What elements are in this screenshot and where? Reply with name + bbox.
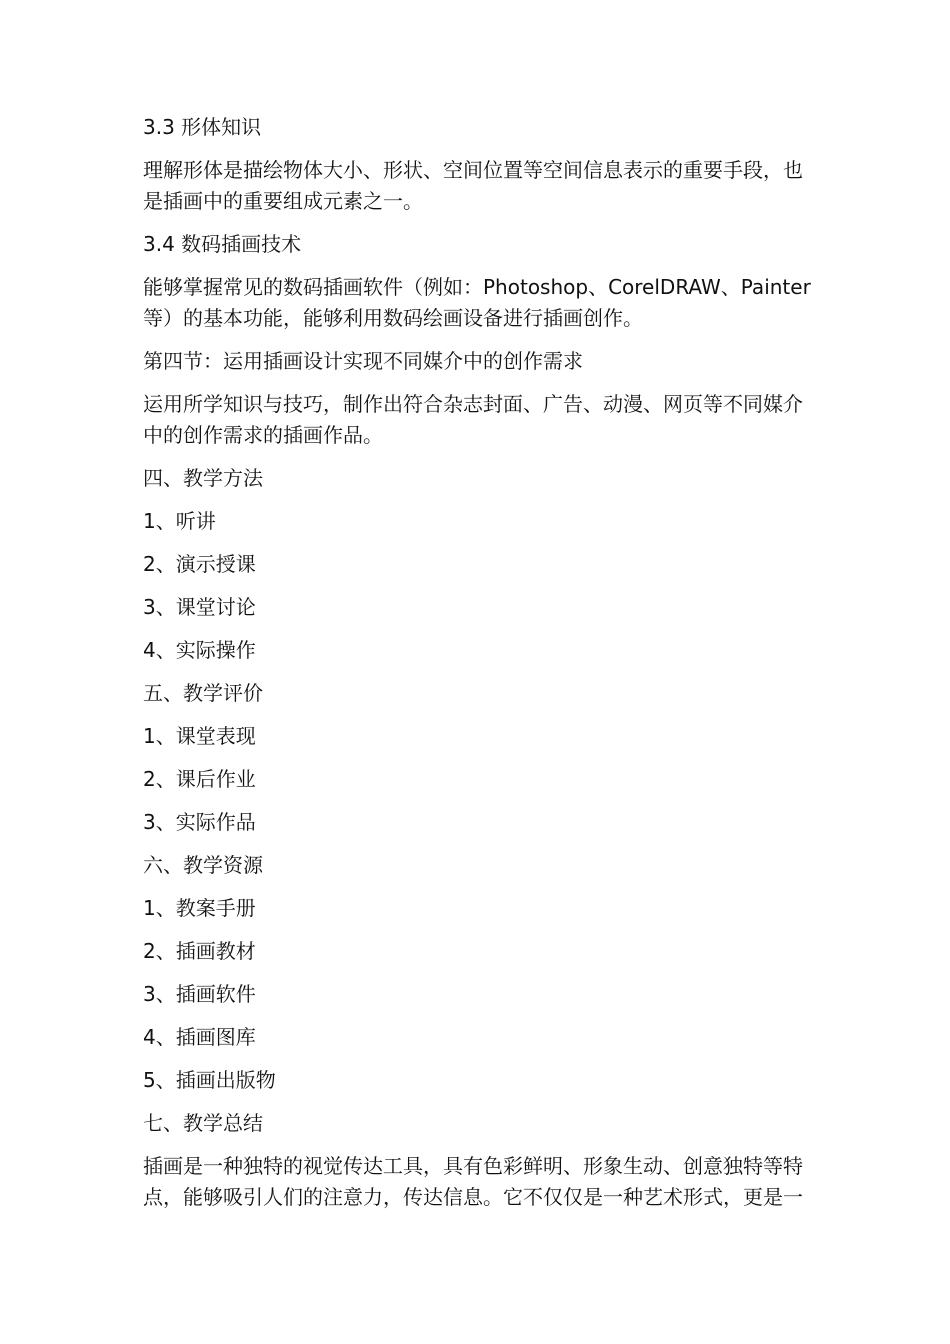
list-item xyxy=(143,549,833,580)
list-item xyxy=(143,1022,833,1053)
list-item-text: 3、课堂讨论 xyxy=(143,595,256,619)
section-paragraph-4 xyxy=(143,389,833,451)
paragraph-line: 是插画中的重要组成元素之一。 xyxy=(143,189,423,213)
list-item xyxy=(143,807,833,838)
list-item xyxy=(143,936,833,967)
paragraph-line: 能够掌握常见的数码插画软件（例如：Photoshop、CorelDRAW、Painter xyxy=(143,275,811,299)
list-item-text: 3、实际作品 xyxy=(143,810,256,834)
paragraph-line: 中的创作需求的插画作品。 xyxy=(143,423,383,447)
list-item-text: 2、课后作业 xyxy=(143,767,256,791)
section-heading-text: 3.4 数码插画技术 xyxy=(143,232,302,256)
paragraph-line: 等）的基本功能，能够利用数码绘画设备进行插画创作。 xyxy=(143,306,643,330)
teaching-methods-heading xyxy=(143,463,833,494)
section-heading-3-4 xyxy=(143,229,833,260)
paragraph-line: 插画是一种独特的视觉传达工具，具有色彩鲜明、形象生动、创意独特等特 xyxy=(143,1154,803,1178)
list-item-text: 2、演示授课 xyxy=(143,552,256,576)
section-heading-text: 六、教学资源 xyxy=(143,853,263,877)
list-item-text: 4、插画图库 xyxy=(143,1025,256,1049)
teaching-evaluation-heading xyxy=(143,678,833,709)
section-heading-text: 3.3 形体知识 xyxy=(143,115,262,139)
section-paragraph-3-3 xyxy=(143,155,833,217)
document-content xyxy=(143,112,833,1225)
list-item xyxy=(143,893,833,924)
section-heading-text: 五、教学评价 xyxy=(143,681,263,705)
list-item-text: 2、插画教材 xyxy=(143,939,256,963)
list-item-text: 4、实际操作 xyxy=(143,638,256,662)
teaching-summary-heading xyxy=(143,1108,833,1139)
list-item xyxy=(143,1065,833,1096)
teaching-summary-paragraph xyxy=(143,1151,833,1213)
paragraph-line: 点，能够吸引人们的注意力，传达信息。它不仅仅是一种艺术形式，更是一 xyxy=(143,1185,803,1209)
section-heading-3-3 xyxy=(143,112,833,143)
section-heading-text: 第四节：运用插画设计实现不同媒介中的创作需求 xyxy=(143,349,583,373)
list-item xyxy=(143,721,833,752)
paragraph-line: 理解形体是描绘物体大小、形状、空间位置等空间信息表示的重要手段，也 xyxy=(143,158,803,182)
list-item xyxy=(143,506,833,537)
teaching-resources-heading xyxy=(143,850,833,881)
paragraph-line: 运用所学知识与技巧，制作出符合杂志封面、广告、动漫、网页等不同媒介 xyxy=(143,392,803,416)
list-item-text: 1、听讲 xyxy=(143,509,216,533)
list-item-text: 5、插画出版物 xyxy=(143,1068,276,1092)
section-heading-text: 七、教学总结 xyxy=(143,1111,263,1135)
section-heading-text: 四、教学方法 xyxy=(143,466,263,490)
list-item xyxy=(143,592,833,623)
list-item xyxy=(143,979,833,1010)
list-item-text: 1、课堂表现 xyxy=(143,724,256,748)
section-paragraph-3-4 xyxy=(143,272,833,334)
list-item-text: 1、教案手册 xyxy=(143,896,256,920)
list-item-text: 3、插画软件 xyxy=(143,982,256,1006)
list-item xyxy=(143,635,833,666)
section-heading-4 xyxy=(143,346,833,377)
list-item xyxy=(143,764,833,795)
